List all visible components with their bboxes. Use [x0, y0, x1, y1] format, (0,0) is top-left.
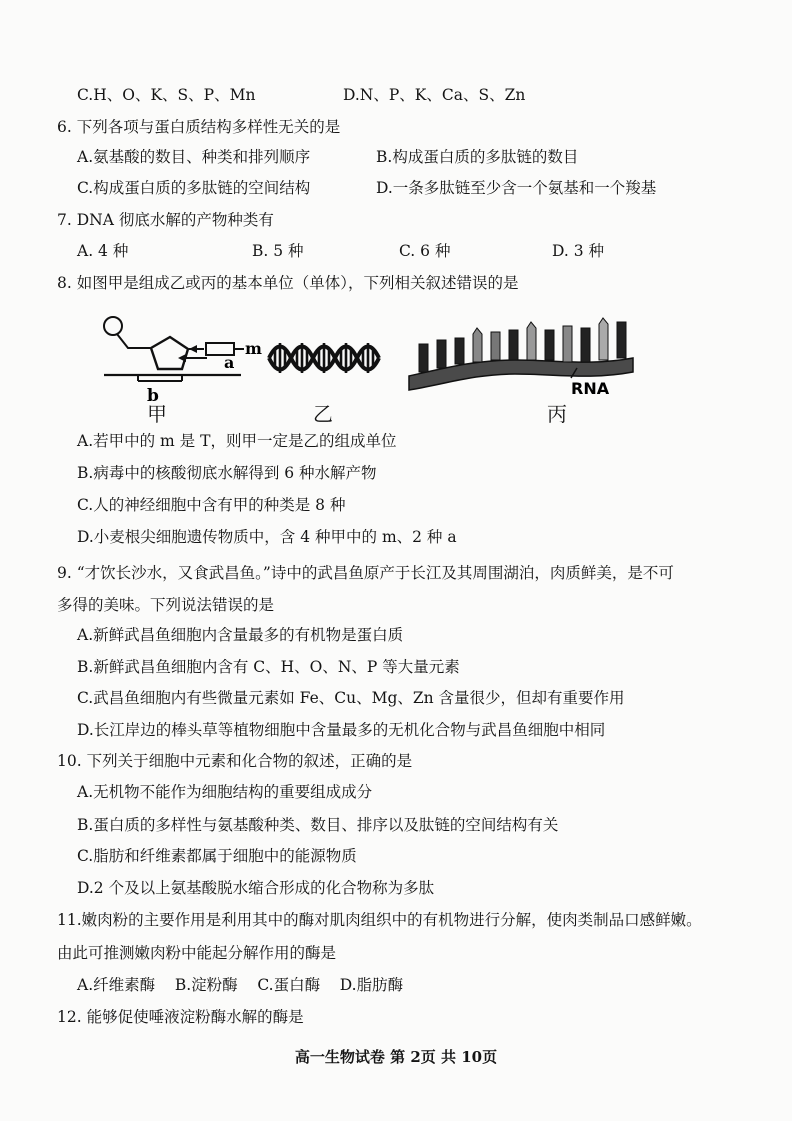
phosphate-circle [104, 317, 122, 335]
q8-option-b: B.病毒中的核酸彻底水解得到 6 种水解产物 [77, 464, 377, 482]
q12-stem: 12. 能够促使唾液淀粉酶水解的酶是 [57, 1008, 304, 1026]
q6-option-b: B.构成蛋白质的多肽链的数目 [376, 148, 579, 166]
q9-stem: 9. “才饮长沙水，又食武昌鱼。”诗中的武昌鱼原产于长江及其周围湖泊，肉质鲜美，是不可 [57, 564, 674, 582]
label-b: b [147, 386, 159, 406]
q5-option-c: C.H、O、K、S、P、Mn [77, 86, 256, 104]
q9-option-d: D.长江岸边的棒头草等植物细胞中含量最多的无机化合物与武昌鱼细胞中相同 [77, 721, 606, 739]
label-a: a [224, 353, 235, 372]
q10-option-b: B.蛋白质的多样性与氨基酸种类、数目、排序以及肽链的空间结构有关 [77, 816, 559, 834]
nucleotide-diagram [98, 312, 262, 408]
q9-option-c: C.武昌鱼细胞内有些微量元素如 Fe、Cu、Mg、Zn 含量很少，但却有重要作用 [77, 689, 625, 707]
q7-stem: 7. DNA 彻底水解的产物种类有 [57, 211, 274, 229]
q7-option-c: C. 6 种 [399, 242, 451, 260]
q6-stem: 6. 下列各项与蛋白质结构多样性无关的是 [57, 118, 341, 136]
q11-stem-continued: 由此可推测嫩肉粉中能起分解作用的酶是 [57, 944, 337, 962]
q6-option-d: D.一条多肽链至少含一个氨基和一个羧基 [376, 179, 657, 197]
q8-option-d: D.小麦根尖细胞遗传物质中，含 4 种甲中的 m、2 种 a [77, 528, 457, 546]
q8-option-a: A.若甲中的 m 是 T，则甲一定是乙的组成单位 [77, 432, 397, 450]
caption-yi: 乙 [313, 402, 333, 426]
q10-stem: 10. 下列关于细胞中元素和化合物的叙述，正确的是 [57, 752, 413, 770]
label-rna: RNA [571, 379, 610, 398]
q10-option-d: D.2 个及以上氨基酸脱水缩合形成的化合物称为多肽 [77, 879, 435, 897]
q6-option-c: C.构成蛋白质的多肽链的空间结构 [77, 179, 311, 197]
q9-stem-continued: 多得的美味。下列说法错误的是 [57, 596, 275, 614]
q11-stem: 11.嫩肉粉的主要作用是利用其中的酶对肌肉组织中的有机物进行分解，使肉类制品口感鲜嫩。 [57, 911, 702, 929]
caption-jia: 甲 [147, 402, 167, 426]
q10-option-a: A.无机物不能作为细胞结构的重要组成成分 [77, 783, 373, 801]
page-footer: 高一生物试卷 第 2页 共 10页 [294, 1048, 498, 1066]
q7-option-b: B. 5 种 [252, 242, 304, 260]
q5-option-d: D.N、P、K、Ca、S、Zn [343, 86, 526, 104]
q7-option-a: A. 4 种 [77, 242, 129, 260]
caption-bing: 丙 [547, 402, 567, 426]
q11-options: A.纤维素酶 B.淀粉酶 C.蛋白酶 D.脂肪酶 [77, 976, 404, 994]
q6-option-a: A.氨基酸的数目、种类和排列顺序 [77, 148, 311, 166]
pentose-ring [151, 337, 188, 369]
q9-option-a: A.新鲜武昌鱼细胞内含量最多的有机物是蛋白质 [77, 626, 404, 644]
q10-option-c: C.脂肪和纤维素都属于细胞中的能源物质 [77, 847, 357, 865]
label-m: m [245, 339, 262, 358]
q8-option-c: C.人的神经细胞中含有甲的种类是 8 种 [77, 496, 346, 514]
rna-single-strand [405, 318, 645, 404]
q8-stem: 8. 如图甲是组成乙或丙的基本单位（单体），下列相关叙述错误的是 [57, 274, 519, 292]
dna-double-helix [265, 333, 385, 383]
phosphate-bond [117, 334, 150, 348]
q9-option-b: B.新鲜武昌鱼细胞内含有 C、H、O、N、P 等大量元素 [77, 658, 460, 676]
q7-option-d: D. 3 种 [552, 242, 605, 260]
